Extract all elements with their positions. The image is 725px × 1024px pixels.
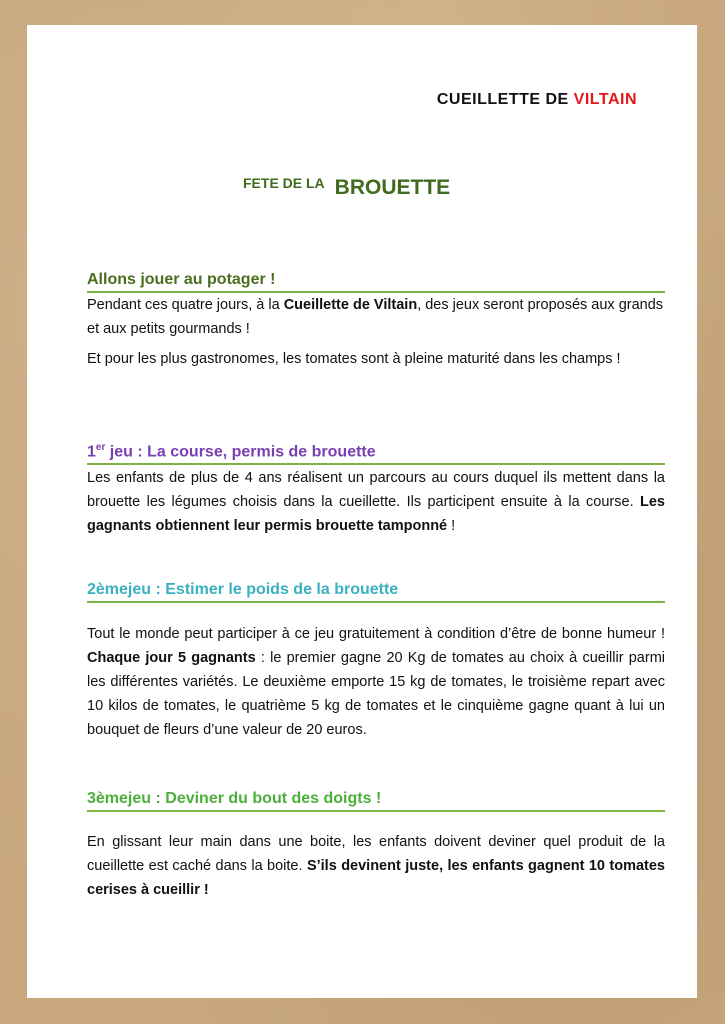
s2-text-a: Les enfants de plus de 4 ans réalisent un parcours au cours duquel ils mettent dans la brouette les légumes choisis dans la cueillette. Ils participent ensuite à la course.	[87, 470, 665, 510]
s3-text-c: : le premier gagne 20 Kg de tomates au choix à cueillir parmi les différentes variétés. Le deuxième emporte 15 kg de tomates, le troisième repart avec 10 kilos de tomates, le quatrième 5 kg de tomates et le cinquième gagne quant à lui un bouquet de fleurs d’une valeur de 20 euros.	[87, 650, 665, 738]
brand-header	[437, 91, 637, 109]
section2-heading	[87, 442, 665, 465]
section2-paragraph	[87, 466, 665, 538]
section4-paragraph	[87, 830, 665, 902]
title-big: BROUETTE	[334, 176, 451, 199]
s2-text-c: !	[447, 518, 456, 534]
document-page	[27, 25, 697, 998]
s3-heading-text: jeu : Estimer le poids de la brouette	[127, 581, 399, 598]
s4-heading-text: jeu : Deviner du bout des doigts !	[127, 790, 382, 807]
section1-paragraph2: Et pour les plus gastronomes, les tomates sont à pleine maturité dans les champs !	[87, 351, 621, 367]
s2-num: 1	[87, 443, 96, 461]
s2-text-bold: Les gagnants obtiennent leur permis brouette tamponné	[87, 494, 665, 534]
s3-num: 2ème	[87, 581, 128, 598]
section1-heading: Allons jouer au potager !	[87, 271, 665, 293]
brand-accent: VILTAIN	[573, 91, 637, 108]
s4-text-a: En glissant leur main dans une boite, les enfants doivent deviner quel produit de la cueillette est caché dans la boite.	[87, 834, 665, 874]
s3-text-bold: Chaque jour 5 gagnants	[87, 650, 256, 666]
s1-p1-text-c: , des jeux seront proposés aux grands et aux petits gourmands !	[87, 297, 664, 337]
brand-name: CUEILLETTE DE	[436, 91, 574, 108]
title-small: FETE DE LA	[243, 175, 325, 191]
s2-heading-text: jeu : La course, permis de brouette	[105, 443, 376, 461]
section4-heading	[87, 790, 665, 812]
s4-text-bold: S’ils devinent juste, les enfants gagnent 10 tomates cerises à cueillir !	[87, 858, 665, 898]
section3-paragraph	[87, 622, 665, 742]
s4-num: 3ème	[87, 790, 128, 807]
section3-heading	[87, 581, 665, 603]
s3-text-a: Tout le monde peut participer à ce jeu gratuitement à condition d’être de bonne humeur !	[87, 626, 665, 642]
s2-sup: er	[95, 442, 106, 453]
s1-p1-text-bold: Cueillette de Viltain	[283, 297, 418, 313]
section1-paragraph1	[87, 293, 665, 341]
page-title	[243, 175, 450, 200]
s1-p1-text-a: Pendant ces quatre jours, à la	[87, 297, 284, 313]
